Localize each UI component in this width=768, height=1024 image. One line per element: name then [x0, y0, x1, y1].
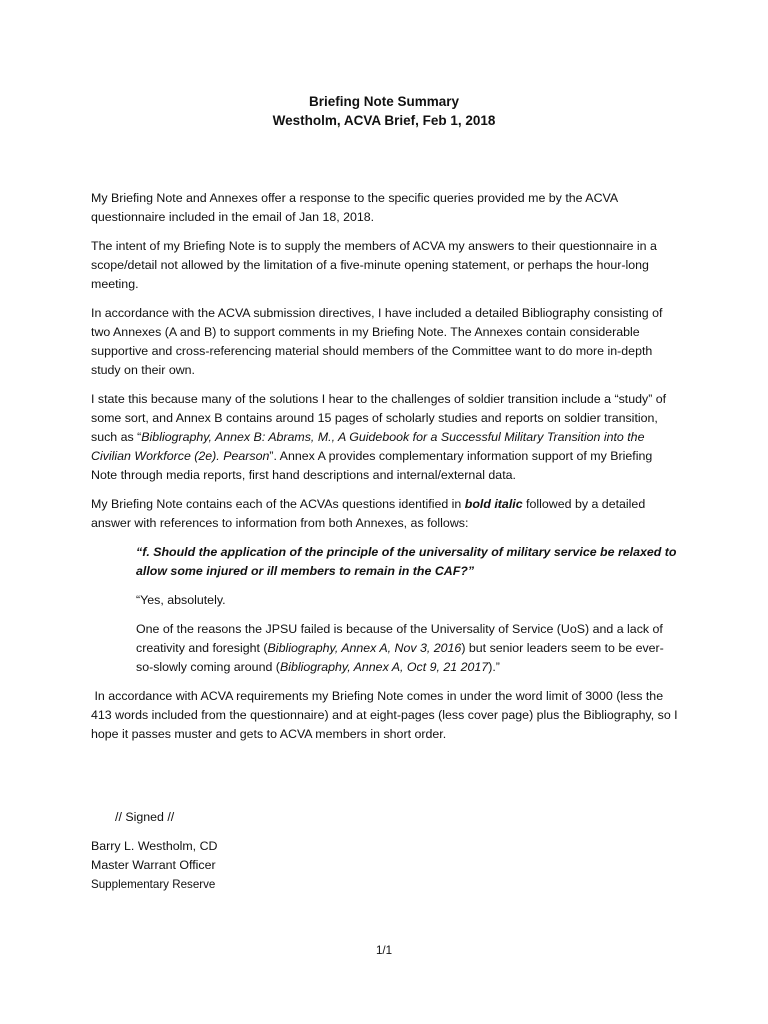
answer-opening: “Yes, absolutely.	[136, 593, 226, 607]
citation-annex-a-2017: Bibliography, Annex A, Oct 9, 21 2017	[279, 660, 489, 674]
bold-italic-term: bold italic	[464, 497, 523, 511]
answer-detail	[136, 620, 679, 677]
text-span: followed by a detailed answer with references to information from both Annexes, as follows:	[91, 497, 646, 530]
signed-line: // Signed //	[115, 810, 175, 824]
text-span: I state this because many of the solutions I hear to the challenges of soldier transition include a “study” of some sort, and Annex B contains around 15 pages of scholarly studies and reports on soldier transition, such as “	[91, 392, 667, 444]
paragraph-intent: The intent of my Briefing Note is to supply the members of ACVA my answers to their questionnaire in a scope/detail not allowed by the limitation of a five-minute opening statement, or perhaps the hour-long meeting.	[91, 239, 657, 291]
paragraph-word-limit: In accordance with ACVA requirements my Briefing Note comes in under the word limit of 3000 (less the 413 words included from the questionnaire) and at eight-pages (less cover page) plus the Bibliography, so I hope it passes muster and gets to ACVA members in short order.	[91, 689, 678, 741]
text-span: ) but senior leaders seem to be ever-so-slowly coming around (	[136, 641, 664, 674]
paragraph-format	[91, 495, 679, 533]
document-subtitle: Westholm, ACVA Brief, Feb 1, 2018	[272, 113, 496, 128]
text-span: One of the reasons the JPSU failed is because of the Universality of Service (UoS) and a lack of creativity and foresight (	[136, 622, 663, 655]
paragraph-intro: My Briefing Note and Annexes offer a response to the specific queries provided me by the ACVA questionnaire included in the email of Jan 18, 2018.	[91, 191, 618, 224]
signatory-name: Barry L. Westholm, CD	[91, 839, 218, 853]
page-number: 1/1	[375, 944, 393, 957]
citation-annex-a-2016: Bibliography, Annex A, Nov 3, 2016	[267, 641, 462, 655]
citation-bibliography-b: Bibliography, Annex B: Abrams, M., A Guidebook for a Successful Military Transition into the Civilian Workforce (2e). Pearson	[91, 430, 645, 463]
paragraph-annexes: In accordance with the ACVA submission directives, I have included a detailed Bibliography consisting of two Annexes (A and B) to support comments in my Briefing Note. The Annexes contain considerable supportive and cross-referencing material should members of the Committee want to do more in-depth study on their own.	[91, 306, 663, 377]
text-span: ).”	[488, 660, 500, 674]
document-body	[91, 189, 679, 754]
signatory-unit: Supplementary Reserve	[91, 878, 216, 891]
paragraph-study	[91, 390, 679, 485]
signatory-rank: Master Warrant Officer	[91, 858, 216, 872]
text-span: ”. Annex A provides complementary information support of my Briefing Note through media reports, first hand descriptions and internal/external data.	[91, 449, 653, 482]
question-text: “f. Should the application of the principle of the universality of military service be relaxed to allow some injured or ill members to remain in the CAF?”	[136, 545, 677, 578]
document-title: Briefing Note Summary	[308, 94, 460, 109]
text-span: My Briefing Note contains each of the ACVAs questions identified in	[91, 497, 465, 511]
question-f	[136, 543, 679, 581]
